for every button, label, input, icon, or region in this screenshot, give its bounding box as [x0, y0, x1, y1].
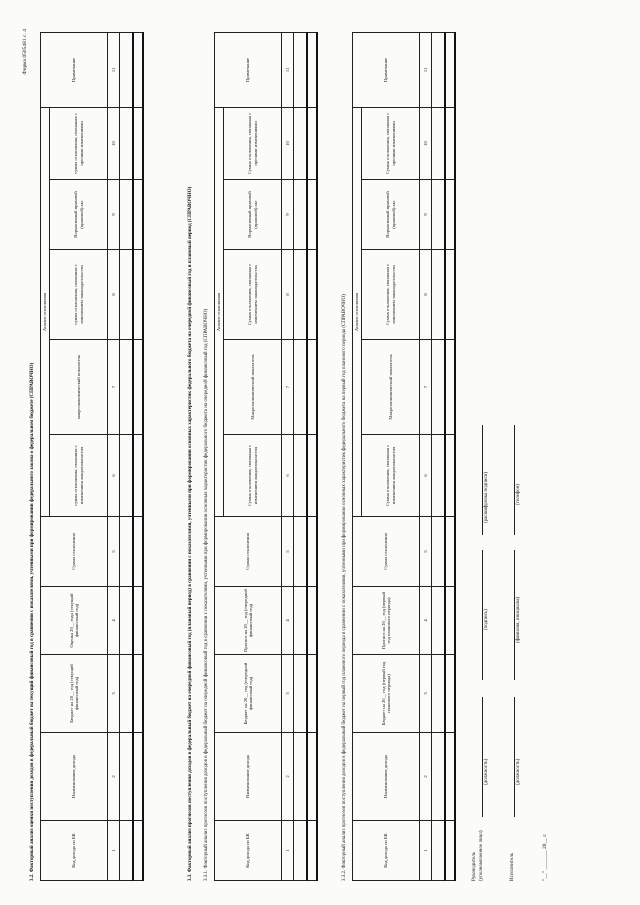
section3-table — [352, 32, 456, 881]
name-caption: (фамилия, инициалы) — [516, 596, 521, 643]
s3-col-macro-ind: Макроэкономический показатель — [362, 340, 420, 435]
s3-num: 10 — [420, 107, 432, 179]
s2-col-forecast: Прогноз на 20__ год (очередной финансовый год) — [215, 587, 282, 655]
form-number-label: Форма 0505481 с. 4 — [22, 29, 28, 75]
s3-num: 6 — [420, 435, 432, 517]
s3-num: 9 — [420, 180, 432, 250]
date-line: "__" _______ 20__ г. — [542, 833, 548, 881]
head-label: Руководитель — [472, 851, 477, 881]
s2-num: 10 — [282, 107, 294, 179]
s2-num: 11 — [282, 32, 294, 107]
section2-subtitle: 3.3.1. Факторный анализ прогнозов поступления доходов в федеральный бюджет на очередной финансовый год в сравнении с показателями, учтенными при формировании основных характеристик федерального бюджета на очередной финансовый год (СПРАВОЧНО) — [204, 308, 209, 881]
s1-col-act: Нормативный правовой (правовой) акт — [50, 180, 108, 250]
s2-col-name: Наименование дохода — [215, 733, 282, 821]
s2-col-note: Примечание — [215, 32, 282, 107]
executor-phone-line — [514, 425, 515, 535]
s3-num: 4 — [420, 587, 432, 655]
phone-caption: (телефон) — [516, 484, 521, 505]
s1-col-budget: Бюджет на 20__ год (текущий финансовый год) — [41, 655, 108, 733]
s1-num: 4 — [108, 587, 120, 655]
decoding-caption: (расшифровка подписи) — [484, 471, 489, 523]
s2-num: 9 — [282, 180, 294, 250]
s2-num: 5 — [282, 517, 294, 587]
head-position-line — [482, 697, 483, 817]
s2-col-macro-ind: Макроэкономический показатель — [224, 340, 282, 435]
s2-num: 1 — [282, 821, 294, 881]
executor-label: Исполнитель — [510, 853, 515, 881]
s1-num: 9 — [108, 180, 120, 250]
s1-col-macro-ind: макроэкономический показатель — [50, 340, 108, 435]
s1-col-estimate: Оценка 20__ года (текущий финансовый год) — [41, 587, 108, 655]
section1-table — [40, 32, 144, 881]
s1-col-law-dev: сумма отклонения, связанная с изменением законодательства — [50, 250, 108, 340]
s2-num: 8 — [282, 250, 294, 340]
position-caption-2: (должность) — [516, 758, 521, 785]
s2-num: 2 — [282, 733, 294, 821]
executor-position-line — [514, 697, 515, 817]
s1-col-other-dev: сумма отклонения, связанная с прочими изменениями — [50, 107, 108, 179]
s1-num: 3 — [108, 655, 120, 733]
s1-col-code: Код дохода по БК — [41, 821, 108, 881]
section1-title: 3.2. Факторный анализ оценки поступления доходов в федеральный бюджет на текущий финансовый год в сравнении с показателями, учтенными при формировании федерального закона о федеральном бюджете (СПРАВОЧНО) — [30, 362, 35, 881]
s3-col-law-dev: Сумма отклонения, связанная с изменением законодательства — [362, 250, 420, 340]
s2-col-act: Нормативный правовой (правовой) акт — [224, 180, 282, 250]
s3-num: 1 — [420, 821, 432, 881]
s2-num: 3 — [282, 655, 294, 733]
s1-col-deviation: Сумма отклонения — [41, 517, 108, 587]
s3-num: 3 — [420, 655, 432, 733]
s1-num: 10 — [108, 107, 120, 179]
s2-col-budget: Бюджет на 20__ год (очередной финансовый год) — [215, 655, 282, 733]
s2-col-other-dev: Сумма отклонения, связанная с прочими изменениями — [224, 107, 282, 179]
s1-num: 8 — [108, 250, 120, 340]
s3-col-macro-dev: Сумма отклонения, связанная с изменением макропоказателя — [362, 435, 420, 517]
head-decoding-line — [482, 425, 483, 535]
s2-header-group: Анализ отклонения — [215, 107, 224, 516]
s3-col-name: Наименование дохода — [353, 733, 420, 821]
head-signature-line — [482, 550, 483, 680]
s1-num: 1 — [108, 821, 120, 881]
signature-caption: (подпись) — [484, 609, 489, 630]
section3-subtitle: 3.3.2. Факторный анализ прогнозов поступления доходов в федеральный бюджет на первый год планового периода в сравнении с показателями, учтенными при формировании основных характеристик федерального бюджета на первый год планового периода (СПРАВОЧНО) — [342, 294, 347, 881]
s3-num: 11 — [420, 32, 432, 107]
s3-col-deviation: Сумма отклонения — [353, 517, 420, 587]
s2-col-deviation: Сумма отклонения — [215, 517, 282, 587]
s3-num: 7 — [420, 340, 432, 435]
s3-header-group: Анализ отклонения — [353, 107, 362, 516]
s3-col-budget: Бюджет на 20__ год (первый год планового периода) — [353, 655, 420, 733]
s1-col-note: Примечание — [41, 32, 108, 107]
s3-col-forecast: Прогноз на 20__ год (первый год планового периода) — [353, 587, 420, 655]
s2-num: 7 — [282, 340, 294, 435]
s3-num: 8 — [420, 250, 432, 340]
s3-col-code: Код дохода по БК — [353, 821, 420, 881]
s2-col-code: Код дохода по БК — [215, 821, 282, 881]
s2-num: 6 — [282, 435, 294, 517]
rotated-form-canvas — [20, 25, 620, 885]
s2-col-macro-dev: Сумма отклонения, связанная с изменением макропоказателя — [224, 435, 282, 517]
s3-col-act: Нормативный правовой (правовой) акт — [362, 180, 420, 250]
s1-col-macro-dev: сумма отклонения, связанная с изменением макропоказателя — [50, 435, 108, 517]
s3-num: 5 — [420, 517, 432, 587]
s1-col-name: Наименование дохода — [41, 733, 108, 821]
position-caption: (должность) — [484, 758, 489, 785]
s1-num: 2 — [108, 733, 120, 821]
s1-num: 7 — [108, 340, 120, 435]
s3-col-other-dev: Сумма отклонения, связанная с прочими изменениями — [362, 107, 420, 179]
section2-title: 3.3. Факторный анализ прогнозов поступления доходов в федеральный бюджет на очередной финансовый год (плановый период) в сравнении с показателями, учтенными при формировании основных характеристик федерального бюджета на очередной финансовый год и плановый период (СПРАВОЧНО) — [188, 186, 193, 881]
head-label-2: (уполномоченное лицо) — [479, 830, 484, 881]
s2-num: 4 — [282, 587, 294, 655]
s2-col-law-dev: Сумма отклонения, связанная с изменением законодательства — [224, 250, 282, 340]
s1-header-group: Анализ отклонения — [41, 107, 50, 516]
s1-num: 11 — [108, 32, 120, 107]
executor-name-line — [514, 550, 515, 680]
s1-num: 6 — [108, 435, 120, 517]
s1-num: 5 — [108, 517, 120, 587]
s3-num: 2 — [420, 733, 432, 821]
section2-table — [214, 32, 318, 881]
s3-col-note: Примечание — [353, 32, 420, 107]
